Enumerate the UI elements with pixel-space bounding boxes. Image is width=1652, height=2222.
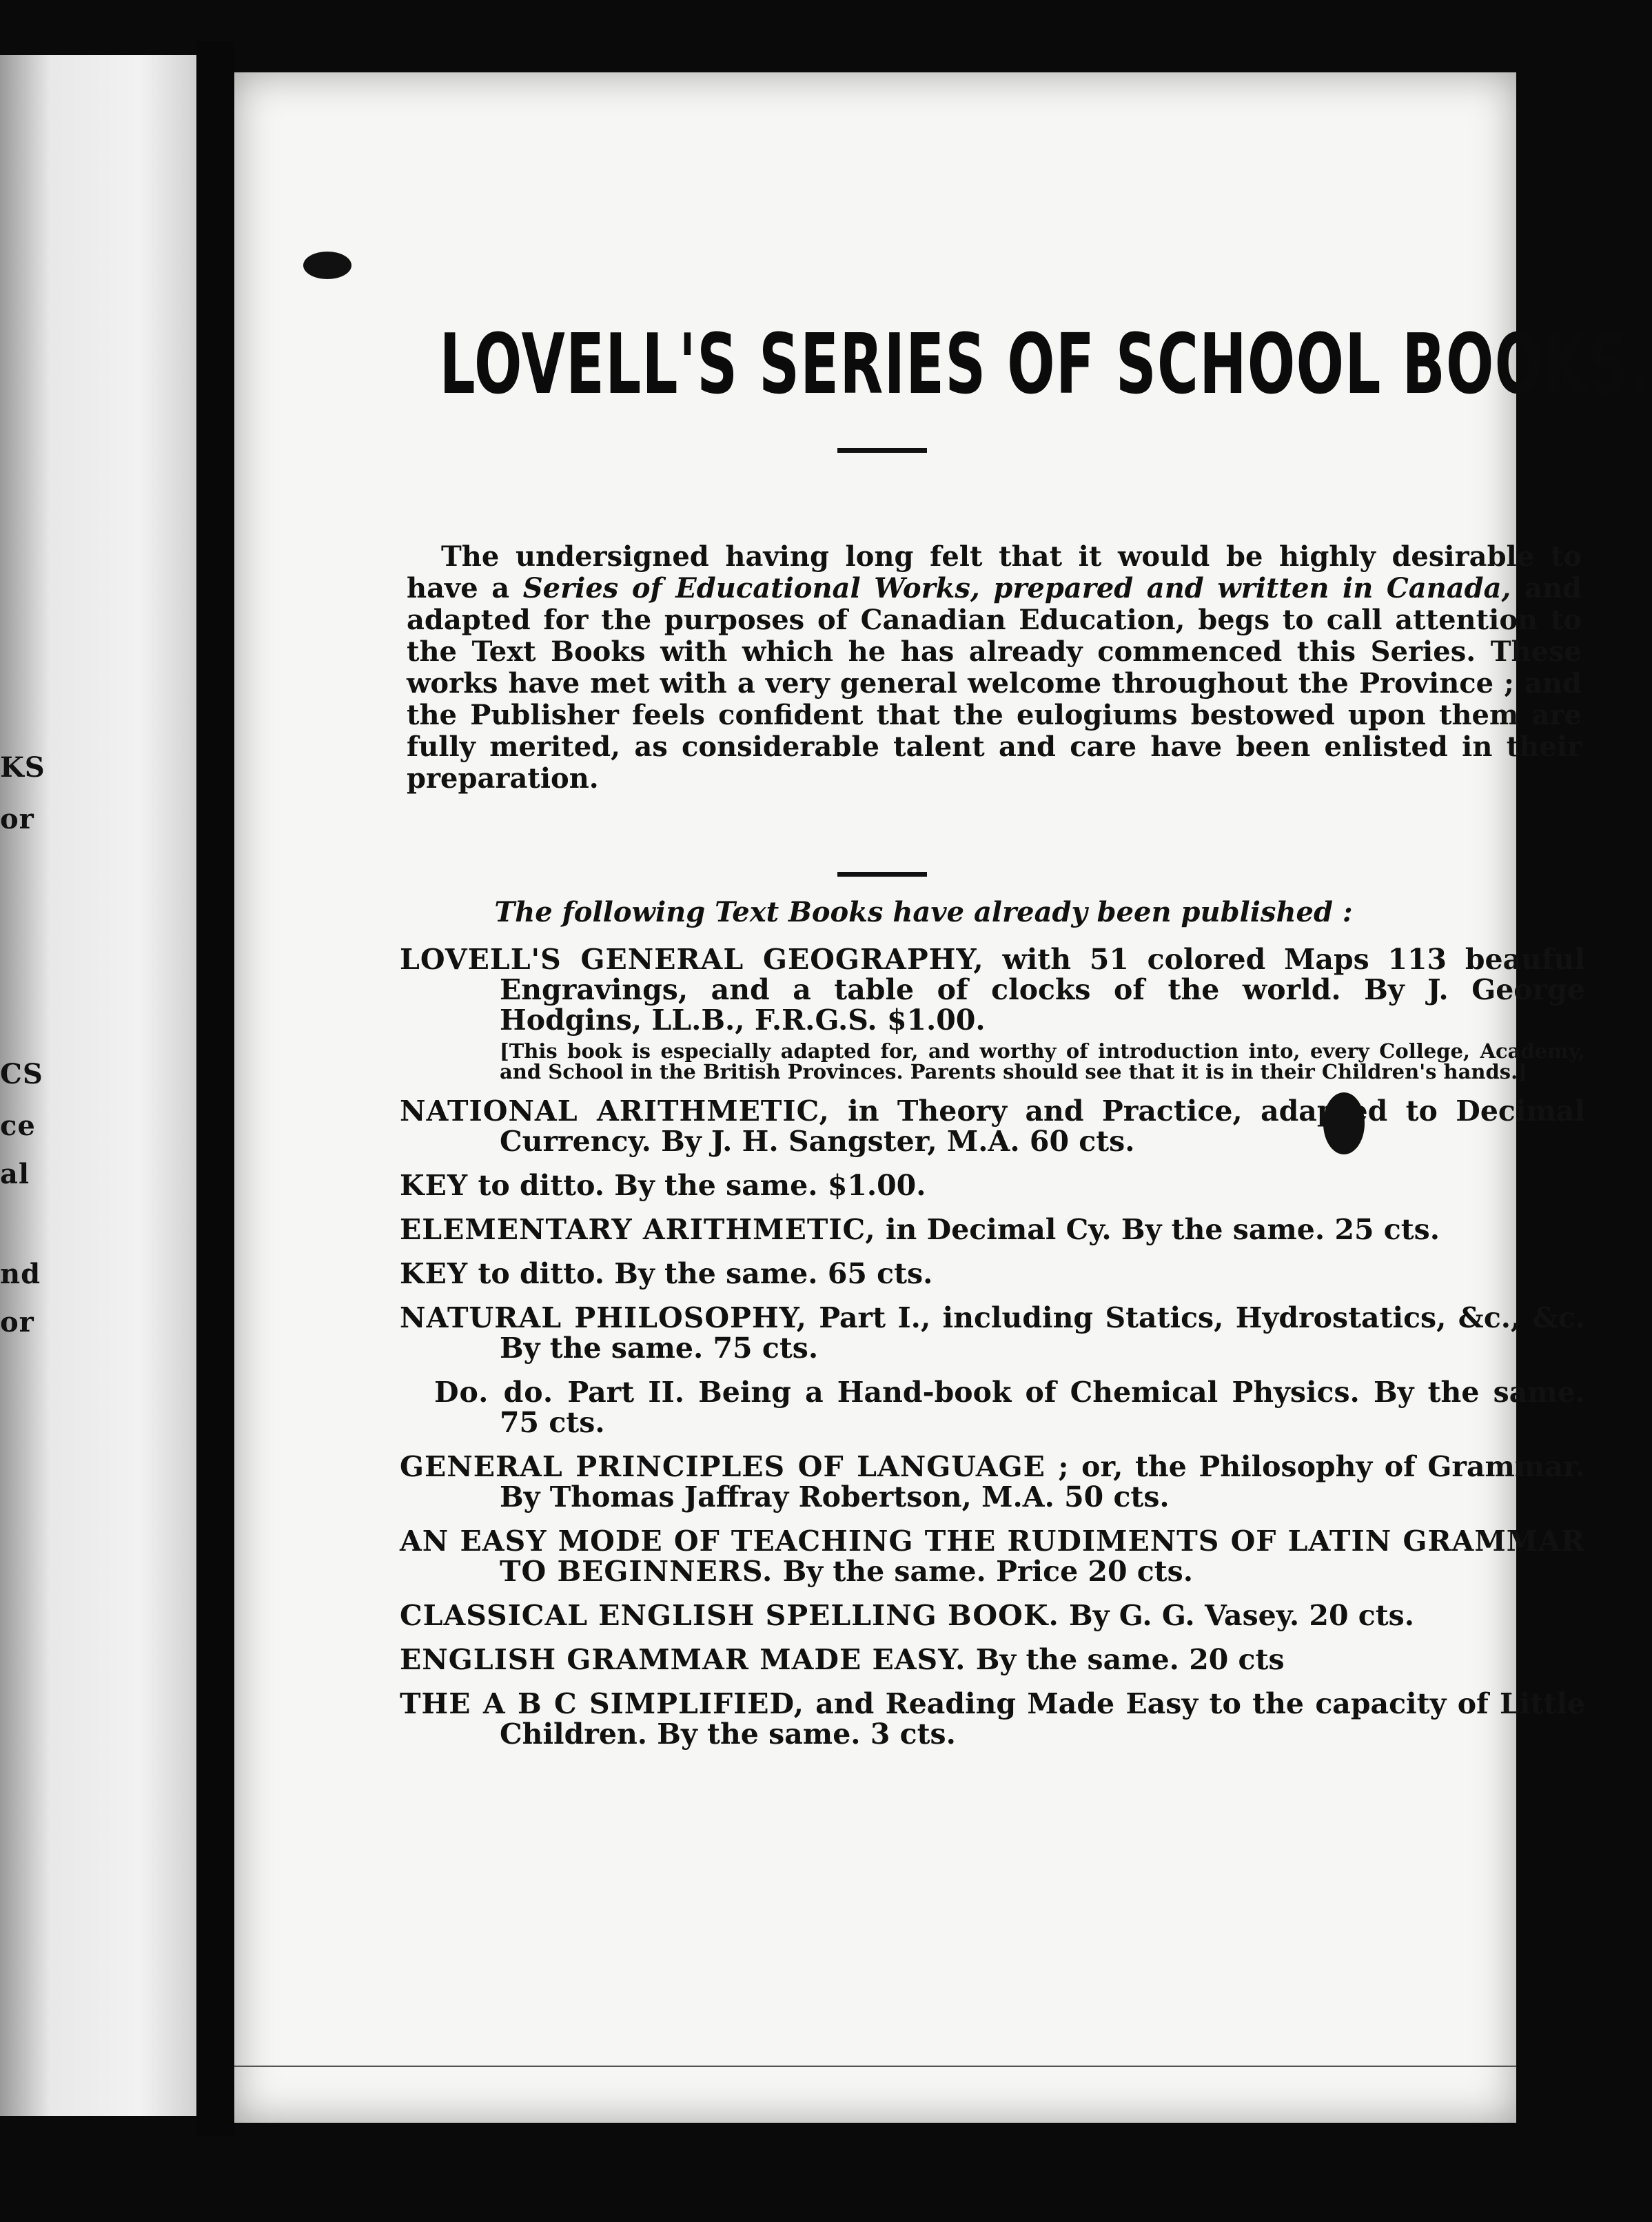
- book-title: NATURAL PHILOSOPHY,: [400, 1301, 807, 1334]
- book-title: ELEMENTARY ARITHMETIC,: [400, 1213, 876, 1246]
- book-title: AN EASY MODE OF TEACHING THE RUDIMENTS OF LATIN GRAMMAR TO BEGINNERS.: [400, 1525, 1585, 1588]
- left-page-edge: [0, 55, 200, 2116]
- document-page: [234, 72, 1652, 2123]
- book-title: GENERAL PRINCIPLES OF LANGUAGE ;: [400, 1450, 1070, 1483]
- book-title: Do. do.: [434, 1376, 554, 1409]
- book-list: [400, 944, 1585, 1763]
- book-entry: [400, 1096, 1585, 1156]
- book-description: By the same. Price 20 cts.: [782, 1555, 1194, 1588]
- book-description: Part I., including Statics, Hydrostatics, &c., &c. By the same. 75 cts.: [500, 1301, 1585, 1365]
- left-page-fragment: al: [0, 1158, 30, 1190]
- book-entry: [400, 1600, 1585, 1631]
- section-rule: [837, 872, 927, 877]
- book-entry: [400, 944, 1585, 1082]
- book-entry: [400, 1526, 1585, 1587]
- book-title: ENGLISH GRAMMAR MADE EASY.: [400, 1643, 966, 1676]
- book-entry: [400, 1689, 1585, 1749]
- book-entry: [400, 1644, 1585, 1675]
- book-entry: [400, 1377, 1585, 1438]
- left-page-fragment: KS: [0, 751, 45, 784]
- title-rule: [837, 448, 927, 453]
- book-entry: [400, 1170, 1585, 1201]
- intro-paragraph: [407, 541, 1582, 795]
- intro-text: and adapted for the purposes of Canadian Education, begs to call attention to the Text Books with which he has already commenced this Series. These works have met with a very general welcome throughout the Province ; and the Publisher feels confident that the eulogiums bestowed upon them are fully merited, as considerable talent and care have been enlisted in their preparation.: [407, 572, 1582, 795]
- book-note: [This book is especially adapted for, and worthy of introduction into, every College, Academy, and School in the British Provinces. Parents should see that it is in their Children's hands.]: [500, 1039, 1585, 1083]
- book-description: Part II. Being a Hand-book of Chemical Physics. By the same. 75 cts.: [500, 1376, 1586, 1439]
- book-description: to ditto. By the same. 65 cts.: [478, 1257, 933, 1290]
- section-subheading: The following Text Books have already been published :: [494, 896, 1353, 928]
- binding-gutter: [196, 41, 234, 2137]
- book-title: KEY: [400, 1257, 469, 1290]
- book-description: with 51 colored Maps 113 beauful Engravings, and a table of clocks of the world. By J. George Hodgins, LL.B., F.R.G.S. $1.00.: [500, 943, 1585, 1037]
- book-title: CLASSICAL ENGLISH SPELLING BOOK.: [400, 1599, 1059, 1632]
- book-description: By the same. 20 cts: [975, 1643, 1285, 1676]
- book-description: to ditto. By the same. $1.00.: [478, 1169, 926, 1202]
- book-description: or, the Philosophy of Grammar. By Thomas Jaffray Robertson, M.A. 50 cts.: [500, 1450, 1585, 1513]
- ink-blot: [303, 252, 351, 279]
- book-title: NATIONAL ARITHMETIC,: [400, 1094, 830, 1128]
- left-page-fragment: ce: [0, 1110, 36, 1142]
- book-title: KEY: [400, 1169, 469, 1202]
- bottom-rule: [234, 2066, 1516, 2067]
- book-entry: [400, 1451, 1585, 1512]
- page-title: LOVELL'S SERIES OF SCHOOL BOOKS.: [439, 317, 1652, 413]
- book-entry: [400, 1258, 1585, 1289]
- left-page-fragment: nd: [0, 1258, 41, 1290]
- book-description: and Reading Made Easy to the capacity of Little Children. By the same. 3 cts.: [500, 1687, 1585, 1751]
- left-page-fragment: CS: [0, 1058, 43, 1090]
- left-page-fragment: or: [0, 803, 34, 835]
- book-entry: [400, 1303, 1585, 1363]
- intro-italic: Series of Educational Works, prepared and written in Canada,: [522, 572, 1511, 604]
- book-title: THE A B C SIMPLIFIED,: [400, 1687, 804, 1720]
- book-description: By G. G. Vasey. 20 cts.: [1069, 1599, 1415, 1632]
- left-page-fragment: or: [0, 1306, 34, 1338]
- intro-text: The undersigned having long felt that it would be highly desirable to have a: [407, 540, 1582, 604]
- book-entry: [400, 1214, 1585, 1245]
- book-description: in Theory and Practice, adapted to Decimal Currency. By J. H. Sangster, M.A. 60 cts.: [500, 1094, 1585, 1158]
- book-description: in Decimal Cy. By the same. 25 cts.: [885, 1213, 1440, 1246]
- book-title: LOVELL'S GENERAL GEOGRAPHY,: [400, 943, 984, 976]
